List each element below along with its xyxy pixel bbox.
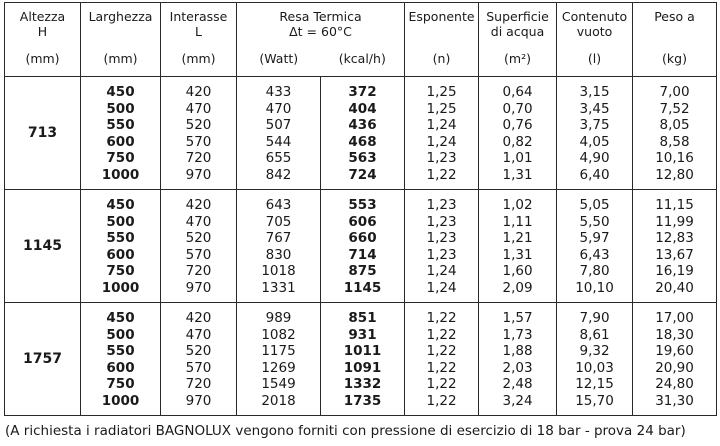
table-value: 705 — [265, 213, 292, 230]
table-value: 1,02 — [502, 197, 533, 213]
table-value: 520 — [185, 117, 212, 133]
table-value: 13,67 — [655, 246, 694, 263]
table-value: 0,64 — [502, 84, 533, 100]
resa-kcal-cell — [321, 190, 405, 303]
table-value: 1082 — [261, 326, 296, 343]
table-value: 450 — [106, 310, 135, 326]
table-value: 655 — [265, 150, 292, 166]
table-value: 830 — [265, 246, 292, 263]
table-value: 470 — [265, 100, 292, 117]
table-value: 1,23 — [426, 197, 457, 213]
table-value: 875 — [348, 263, 377, 279]
table-value: 1000 — [101, 279, 140, 296]
table-value: 1,24 — [426, 133, 457, 150]
table-value: 720 — [185, 150, 212, 166]
table-value: 3,45 — [579, 100, 610, 117]
table-value: 550 — [106, 343, 135, 359]
table-value: 1,23 — [426, 150, 457, 166]
table-value: 1549 — [261, 376, 296, 392]
table-value: 1,31 — [502, 166, 533, 183]
table-value: 1,57 — [502, 310, 533, 326]
table-value: 7,00 — [659, 84, 690, 100]
table-value: 970 — [185, 166, 212, 183]
esponente-cell — [405, 303, 479, 416]
table-value: 570 — [185, 133, 212, 150]
table-value: 1145 — [343, 279, 382, 296]
header-superficie: Superficie di acqua (m²) — [479, 3, 557, 77]
table-value: 468 — [348, 133, 377, 150]
table-value: 7,90 — [579, 310, 610, 326]
table-value: 2,03 — [502, 359, 533, 376]
contenuto-cell — [557, 190, 633, 303]
table-value: 1,60 — [502, 263, 533, 279]
table-value: 767 — [265, 230, 292, 246]
peso-cell — [633, 190, 717, 303]
table-value: 1000 — [101, 166, 140, 183]
table-value: 1,01 — [502, 150, 533, 166]
table-value: 931 — [348, 326, 377, 343]
table-value: 550 — [106, 117, 135, 133]
larghezza-cell — [81, 77, 161, 190]
table-value: 420 — [185, 84, 212, 100]
table-value: 420 — [185, 310, 212, 326]
table-value: 450 — [106, 197, 135, 213]
superficie-cell — [479, 190, 557, 303]
table-value: 600 — [106, 359, 135, 376]
table-value: 500 — [106, 100, 135, 117]
table-value: 720 — [185, 263, 212, 279]
table-value: 1,21 — [502, 230, 533, 246]
table-value: 1,22 — [426, 392, 457, 409]
table-value: 507 — [265, 117, 292, 133]
table-value: 1,23 — [426, 213, 457, 230]
table-value: 6,43 — [579, 246, 610, 263]
table-value: 570 — [185, 246, 212, 263]
table-value: 450 — [106, 84, 135, 100]
table-value: 553 — [348, 197, 377, 213]
table-value: 24,80 — [655, 376, 694, 392]
table-value: 1,73 — [502, 326, 533, 343]
table-row-group — [5, 303, 717, 416]
table-value: 500 — [106, 213, 135, 230]
table-value: 1269 — [261, 359, 296, 376]
table-value: 0,82 — [502, 133, 533, 150]
peso-cell — [633, 303, 717, 416]
table-value: 750 — [106, 263, 135, 279]
resa-kcal-cell — [321, 303, 405, 416]
table-value: 1,31 — [502, 246, 533, 263]
esponente-cell — [405, 77, 479, 190]
table-value: 600 — [106, 246, 135, 263]
table-value: 2,09 — [502, 279, 533, 296]
table-value: 750 — [106, 376, 135, 392]
table-value: 1,22 — [426, 166, 457, 183]
resa-watt-cell — [237, 190, 321, 303]
table-value: 7,52 — [659, 100, 690, 117]
table-value: 606 — [348, 213, 377, 230]
superficie-cell — [479, 303, 557, 416]
table-value: 10,10 — [575, 279, 614, 296]
table-value: 10,03 — [575, 359, 614, 376]
table-value: 17,00 — [655, 310, 694, 326]
table-value: 1,22 — [426, 359, 457, 376]
altezza-cell: 1757 — [5, 303, 81, 416]
interasse-cell — [161, 303, 237, 416]
table-value: 1,22 — [426, 376, 457, 392]
table-row-group — [5, 77, 717, 190]
table-value: 420 — [185, 197, 212, 213]
altezza-cell: 713 — [5, 77, 81, 190]
table-row-group — [5, 190, 717, 303]
table-value: 1,24 — [426, 263, 457, 279]
contenuto-cell — [557, 303, 633, 416]
table-value: 5,97 — [579, 230, 610, 246]
table-value: 20,90 — [655, 359, 694, 376]
table-value: 989 — [265, 310, 292, 326]
table-value: 5,05 — [579, 197, 610, 213]
table-value: 20,40 — [655, 279, 694, 296]
table-value: 563 — [348, 150, 377, 166]
table-value: 1331 — [261, 279, 296, 296]
table-value: 520 — [185, 343, 212, 359]
table-value: 1,25 — [426, 84, 457, 100]
table-value: 0,70 — [502, 100, 533, 117]
table-value: 4,05 — [579, 133, 610, 150]
table-value: 842 — [265, 166, 292, 183]
table-value: 600 — [106, 133, 135, 150]
table-value: 436 — [348, 117, 377, 133]
table-value: 404 — [348, 100, 377, 117]
table-value: 372 — [348, 84, 377, 100]
header-larghezza: Larghezza (mm) — [81, 3, 161, 77]
table-value: 5,50 — [579, 213, 610, 230]
resa-watt-cell — [237, 303, 321, 416]
header-resa-termica: Resa Termica Δt = 60°C (Watt) (kcal/h) — [237, 3, 405, 77]
table-value: 8,61 — [579, 326, 610, 343]
peso-cell — [633, 77, 717, 190]
table-value: 1,22 — [426, 343, 457, 359]
table-value: 544 — [265, 133, 292, 150]
table-value: 1735 — [343, 392, 382, 409]
table-value: 724 — [348, 166, 377, 183]
table-value: 0,76 — [502, 117, 533, 133]
header-esponente: Esponente (n) — [405, 3, 479, 77]
table-value: 520 — [185, 230, 212, 246]
table-value: 1,11 — [502, 213, 533, 230]
table-value: 7,80 — [579, 263, 610, 279]
table-value: 660 — [348, 230, 377, 246]
resa-kcal-cell — [321, 77, 405, 190]
table-value: 470 — [185, 213, 212, 230]
table-value: 6,40 — [579, 166, 610, 183]
table-value: 2,48 — [502, 376, 533, 392]
altezza-cell: 1145 — [5, 190, 81, 303]
table-value: 1,25 — [426, 100, 457, 117]
table-value: 470 — [185, 326, 212, 343]
larghezza-cell — [81, 303, 161, 416]
table-value: 18,30 — [655, 326, 694, 343]
table-value: 1,23 — [426, 246, 457, 263]
table-value: 9,32 — [579, 343, 610, 359]
esponente-cell — [405, 190, 479, 303]
table-value: 31,30 — [655, 392, 694, 409]
table-value: 3,15 — [579, 84, 610, 100]
header-altezza: Altezza H (mm) — [5, 3, 81, 77]
table-value: 1175 — [261, 343, 296, 359]
table-value: 16,19 — [655, 263, 694, 279]
table-value: 1018 — [261, 263, 296, 279]
table-value: 10,16 — [655, 150, 694, 166]
footnote: (A richiesta i radiatori BAGNOLUX vengono forniti con pressione di esercizio di 18 bar - prova 24 bar) — [5, 423, 686, 439]
table-value: 1,22 — [426, 310, 457, 326]
table-value: 1,22 — [426, 326, 457, 343]
table-value: 433 — [265, 84, 292, 100]
radiator-spec-table — [4, 2, 717, 416]
table-value: 714 — [348, 246, 377, 263]
table-value: 720 — [185, 376, 212, 392]
table-value: 470 — [185, 100, 212, 117]
superficie-cell — [479, 77, 557, 190]
interasse-cell — [161, 190, 237, 303]
table-value: 1,23 — [426, 230, 457, 246]
table-value: 750 — [106, 150, 135, 166]
table-value: 851 — [348, 310, 377, 326]
table-value: 1,88 — [502, 343, 533, 359]
table-value: 1,24 — [426, 117, 457, 133]
table-value: 1332 — [343, 376, 382, 392]
header-peso: Peso a (kg) — [633, 3, 717, 77]
table-value: 570 — [185, 359, 212, 376]
interasse-cell — [161, 77, 237, 190]
table-value: 8,58 — [659, 133, 690, 150]
table-value: 970 — [185, 392, 212, 409]
header-contenuto: Contenuto vuoto (l) — [557, 3, 633, 77]
table-value: 12,15 — [575, 376, 614, 392]
table-value: 15,70 — [575, 392, 614, 409]
table-value: 2018 — [261, 392, 296, 409]
header-interasse: Interasse L (mm) — [161, 3, 237, 77]
table-value: 1011 — [343, 343, 382, 359]
table-value: 4,90 — [579, 150, 610, 166]
resa-watt-cell — [237, 77, 321, 190]
table-value: 11,15 — [655, 197, 694, 213]
larghezza-cell — [81, 190, 161, 303]
table-value: 643 — [265, 197, 292, 213]
table-value: 12,83 — [655, 230, 694, 246]
table-value: 3,24 — [502, 392, 533, 409]
table-value: 970 — [185, 279, 212, 296]
table-value: 11,99 — [655, 213, 694, 230]
table-value: 19,60 — [655, 343, 694, 359]
contenuto-cell — [557, 77, 633, 190]
table-value: 8,05 — [659, 117, 690, 133]
table-value: 500 — [106, 326, 135, 343]
table-value: 1091 — [343, 359, 382, 376]
table-value: 1,24 — [426, 279, 457, 296]
table-value: 12,80 — [655, 166, 694, 183]
table-value: 1000 — [101, 392, 140, 409]
table-value: 550 — [106, 230, 135, 246]
table-value: 3,75 — [579, 117, 610, 133]
